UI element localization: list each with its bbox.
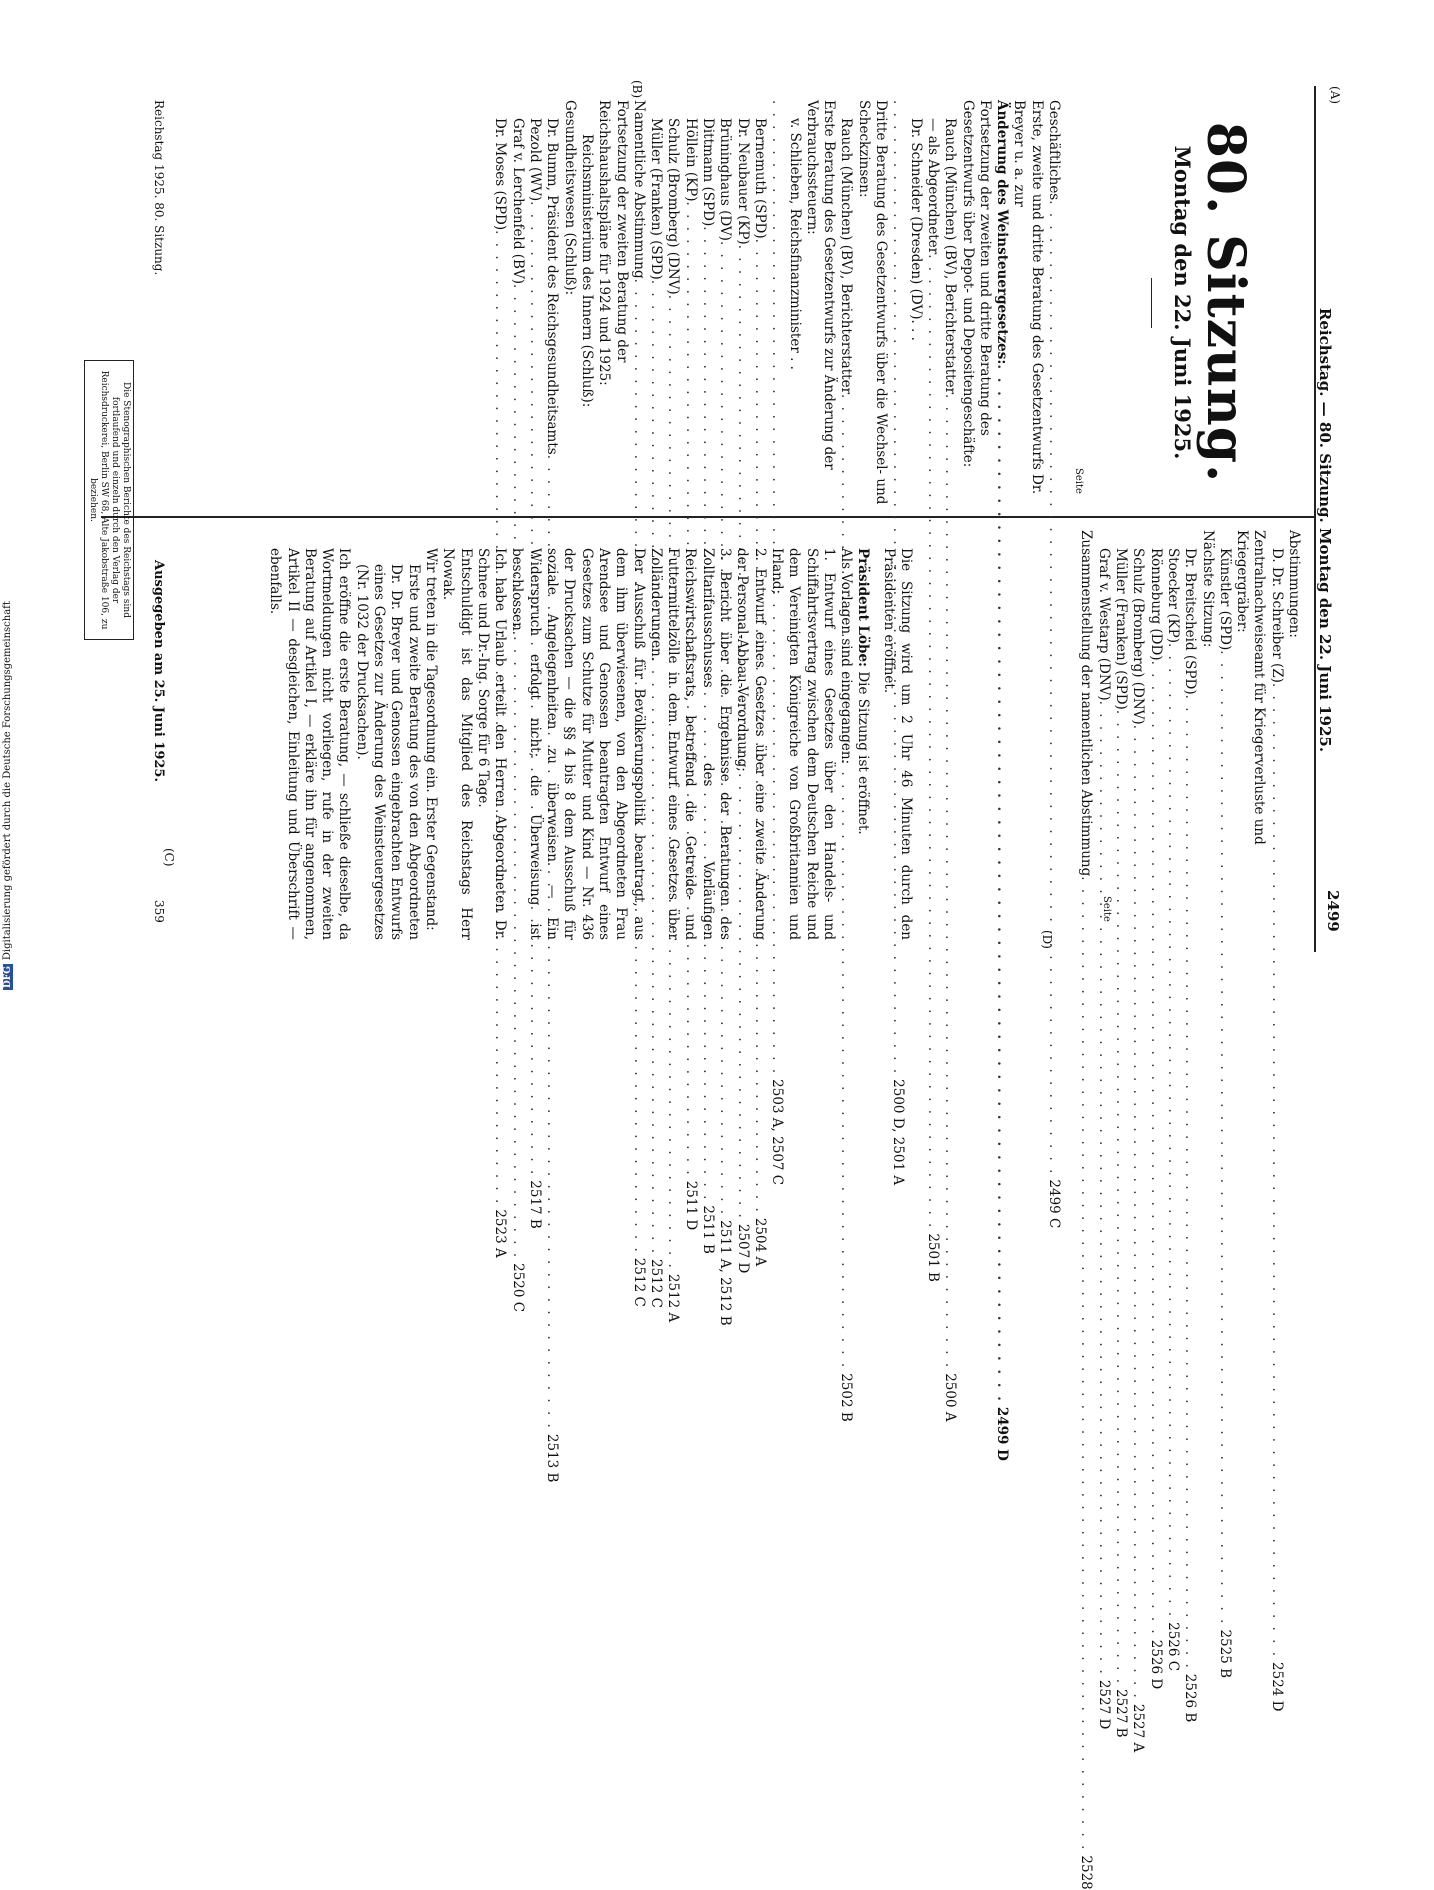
toc-page-ref: 2523 A xyxy=(492,1209,509,1258)
toc-entry xyxy=(716,100,734,1326)
toc-entry-text: Fortsetzung der zweiten und dritte Beratung des Gesetzentwurfs über Depot- und Depositengeschäfte: xyxy=(959,100,993,468)
toc-page-ref: 2511 B xyxy=(700,1205,717,1254)
toc-entry xyxy=(1045,100,1062,1229)
page-number: 2499 xyxy=(1324,890,1342,932)
toc-entry-text: — als Abgeordneter xyxy=(924,118,941,255)
toc-page-ref: 2517 B xyxy=(527,1180,544,1229)
toc-leader-dots xyxy=(1112,710,1129,1685)
margin-marker-c: (C) xyxy=(162,848,176,867)
seite-label-left: Seite xyxy=(1073,468,1084,494)
toc-entry-text: Künstler (SPD) xyxy=(1216,548,1233,651)
toc-entry-text: Rauch (München) (BV), Berichterstatter xyxy=(942,118,959,395)
toc-entry-text: Bernemuth (SPD) xyxy=(751,118,768,239)
toc-entry xyxy=(785,100,802,510)
toc-entry-text: D. Dr. Schreiber (Z) xyxy=(1268,548,1285,683)
toc-page-ref: 2503 A, 2507 C xyxy=(769,1079,786,1186)
toc-entry xyxy=(1129,530,1147,1753)
toc-page-ref: 2501 B xyxy=(924,1233,941,1282)
submission-item: 1. Entwurf eines Gesetzes über den Handels- und Schiffahrtsvertrag zwischen dem Deutschen Reiche und dem Vereinigten Königreiche von Großbritannien und Irland; xyxy=(768,548,837,940)
toc-page-ref: 2520 C xyxy=(509,1263,526,1313)
toc-entry-text: Geschäftliches xyxy=(1046,100,1062,201)
margin-marker-a: (A) xyxy=(1328,86,1342,105)
toc-page-ref: 2525 B xyxy=(1216,1629,1233,1679)
toc-entry xyxy=(509,100,526,1313)
toc-entry-text: Gesundheitswesen (Schluß): xyxy=(561,100,578,296)
toc-entry-text: Graf v. Lerchenfeld (BV) xyxy=(509,118,526,284)
toc-entry-text: Dittmann (SPD) xyxy=(700,118,717,227)
toc-entry-text: Schulz (Bromberg) (DNV) xyxy=(1130,548,1147,725)
toc-leader-dots xyxy=(1267,683,1284,1658)
toc-page-ref: 2513 B xyxy=(544,1433,561,1483)
toc-entry-text: Dritte Beratung des Gesetzentwurfs über die Wechsel- und Scheckzinsen: xyxy=(855,100,890,505)
toc-page-ref: 2507 D xyxy=(734,1223,751,1274)
opening-paragraph: Die Sitzung wird um 2 Uhr 46 Minuten durch den Präsidenten eröffnet. xyxy=(880,548,914,940)
toc-entry xyxy=(1010,100,1045,510)
toc-leader-dots xyxy=(924,254,941,1229)
toc-page-ref: 2527 D xyxy=(1095,1679,1112,1730)
toc-entry xyxy=(595,100,630,510)
toc-entry-text: Dr. Neubauer (KP) xyxy=(734,118,751,245)
running-head: Reichstag. — 80. Sitzung. Montag den 22. Juni 1925. xyxy=(1316,307,1334,753)
toc-entry xyxy=(630,100,647,1307)
toc-page-ref: 2524 D xyxy=(1268,1662,1285,1712)
toc-leader-dots xyxy=(941,394,958,1369)
proceedings-text xyxy=(266,530,914,940)
toc-leader-dots xyxy=(1164,643,1181,1618)
toc-entry-text: Nächste Sitzung: xyxy=(1199,530,1216,648)
toc-entry-text: Zentralnachweiseamt für Kriegerverluste und Kriegergräber: xyxy=(1234,530,1268,845)
toc-entry-text: Fortsetzung der zweiten Beratung der Reichshaushaltspläne für 1924 und 1925: xyxy=(596,100,630,386)
toc-entry-text: Reichsministerium des Innern (Schluß): xyxy=(578,134,595,408)
toc-entry xyxy=(958,100,993,510)
toc-page-ref: 2504 A xyxy=(751,1217,768,1267)
toc-entry-text: Müller (Franken) (SPD) xyxy=(648,118,665,280)
seite-label-right: Seite xyxy=(1101,896,1112,922)
toc-entry-text: Rönneburg (DD) xyxy=(1147,548,1164,661)
distribution-notice: Die Stenographischen Berichte des Reichstags sind fortlaufend und einzeln durch den Verlag der Reichsdruckerei, Berlin SW 68, Alte Jakobstraße 106, zu beziehen. xyxy=(84,360,134,640)
toc-page-ref: 2500 A xyxy=(942,1373,959,1422)
submissions-intro: Als Vorlagen sind eingegangen: xyxy=(838,548,855,765)
toc-page-ref: 2528 xyxy=(1078,1855,1095,1890)
toc-entry xyxy=(664,100,682,1323)
statement-text: Die Sitzung ist eröffnet. xyxy=(855,671,872,835)
toc-leader-dots xyxy=(1181,695,1198,1670)
toc-leader-dots xyxy=(1077,876,1094,1851)
toc-entry xyxy=(854,100,889,510)
margin-marker-b: (B) xyxy=(630,80,644,99)
toc-leader-dots xyxy=(1045,200,1062,1175)
toc-entry-text: Graf v. Westarp (DNV) xyxy=(1095,548,1112,701)
toc-entry xyxy=(578,100,595,510)
toc-entry-text: Erste Beratung des Gesetzentwurfs zur Änderung der Verbrauchssteuern: xyxy=(803,100,838,470)
header-rule xyxy=(1315,86,1317,952)
toc-entry xyxy=(803,100,838,510)
toc-page-ref: 2512 C xyxy=(648,1259,665,1308)
toc-entry xyxy=(1181,530,1199,1723)
toc-entry xyxy=(1146,530,1164,1690)
president-statement xyxy=(854,530,871,940)
submission-item: 3. Bericht über die Ergebnisse der Beratungen des Zolltarifausschusses des Vorläufigen Reichswirtschaftsrats, betreffend die Getreide- und Futtermittelzölle in dem Entwurf eines Gesetzes über Zolländerungen. xyxy=(647,548,734,940)
toc-entry-text: Zusammenstellung der namentlichen Abstimmung xyxy=(1078,530,1095,877)
excused-paragraph: Entschuldigt ist das Mitglied des Reichstags Herr Nowak. xyxy=(440,548,474,940)
footer-left: Reichstag 1925. 80. Sitzung. xyxy=(152,100,166,276)
toc-entry xyxy=(1094,530,1112,1730)
toc-page-ref: 2526 D xyxy=(1147,1639,1164,1690)
toc-entry-text: Dr. Schneider (Dresden) (DV). . . xyxy=(907,118,924,341)
session-title-block xyxy=(1151,100,1256,505)
margin-marker-d: (D) xyxy=(1040,930,1054,949)
toc-entry xyxy=(1112,530,1130,1738)
toc-page-ref: 2500 D, 2501 A xyxy=(890,1079,907,1186)
toc-entry xyxy=(526,100,544,1229)
toc-entry-text: v. Schlieben, Reichsfinanzminister . . xyxy=(786,118,803,370)
first-item-paragraph: Erste und zweite Beratung des von den Abgeordneten Dr. Dr. Breyer und Genossen eingebrachten Entwurfs eines Gesetzes zur Änderung des Weinsteuergesetzes (Nr. 1032 der Drucksachen). xyxy=(353,564,422,940)
toc-entry-text: Schulz (Bromberg) (DNV) xyxy=(665,118,682,295)
toc-leader-dots xyxy=(1129,725,1146,1700)
toc-entry-text: Namentliche Abstimmung xyxy=(630,100,647,279)
toc-entry xyxy=(1198,530,1215,940)
leave-paragraph: Ich habe Urlaub erteilt den Herren Abgeordneten Dr. Schnee und Dr.-Ing. Sorge für 6 Tage. xyxy=(474,548,509,940)
toc-entry-text: Brüninghaus (DV) xyxy=(717,118,734,241)
dfg-logo: DFG xyxy=(3,966,13,988)
toc-entry-text: Dr. Moses (SPD) xyxy=(492,118,509,231)
toc-entry xyxy=(1267,530,1285,1712)
toc-entry xyxy=(1077,530,1095,1890)
toc-entry xyxy=(681,100,699,1231)
toc-page-ref: 2526 B xyxy=(1182,1673,1199,1723)
vote-paragraph: Ich eröffne die erste Beratung, — schließe dieselbe, da Wortmeldungen nicht vorliegen, rufe in der zweiten Beratung auf Artikel I, — erkläre ihn für angenommen, Artikel II — desgleichen, Einleitung und Überschrift — ebenfalls. xyxy=(267,548,353,940)
toc-entry xyxy=(543,100,561,1483)
toc-entry-text: Dr. Breitscheid (SPD) xyxy=(1182,548,1199,695)
footer-center: Ausgegeben am 25. Juni 1925. xyxy=(151,560,166,782)
toc-page-ref: 2527 B xyxy=(1113,1689,1130,1738)
toc-entry-text: Dr. Bumm, Präsident des Reichsgesundheitsamts xyxy=(544,118,561,455)
dfg-credit: Digitalisierung gefördert durch die Deutsche Forschungsgemeinschaft xyxy=(2,601,13,961)
toc-entry-text: Pezold (WV) xyxy=(527,118,544,202)
toc-page-ref: 2499 D xyxy=(994,1406,1011,1461)
toc-page-ref: 2526 C xyxy=(1164,1622,1181,1672)
toc-entry-text: Stoecker (KP) xyxy=(1164,548,1181,643)
toc-entry-text: Abstimmungen: xyxy=(1286,530,1302,638)
toc-entry xyxy=(924,100,941,1282)
toc-entry-text: Erste, zweite und dritte Beratung des Gesetzentwurfs Dr. Breyer u. a. zur xyxy=(1011,100,1045,495)
toc-entry-text: Änderung des Weinsteuergesetzes: xyxy=(994,100,1011,365)
toc-page-ref: 2511 D xyxy=(682,1180,699,1231)
toc-leader-dots xyxy=(993,364,1010,1403)
toc-leader-dots xyxy=(1216,650,1233,1625)
submissions-list xyxy=(647,530,837,940)
toc-entry xyxy=(941,100,959,1422)
title-rule xyxy=(1151,278,1152,328)
toc-entry xyxy=(1233,530,1268,940)
toc-entry-text: Müller (Franken) (SPD) xyxy=(1113,548,1130,710)
toc-page-ref: 2502 B xyxy=(838,1373,855,1422)
toc-leader-dots xyxy=(1094,701,1111,1676)
toc-entry xyxy=(768,100,786,1186)
toc-right-column xyxy=(1077,530,1302,1890)
toc-leader-dots xyxy=(1146,661,1163,1636)
toc-page-ref: 2511 A, 2512 B xyxy=(717,1220,734,1326)
toc-entry xyxy=(1164,530,1181,1672)
toc-entry-text: Rauch (München) (BV), Berichterstatter xyxy=(838,118,855,395)
toc-entry xyxy=(993,100,1011,1461)
toc-entry xyxy=(1285,530,1302,940)
committee-paragraph: Der Ausschuß für Bevölkerungspolitik beantragt, aus dem ihm überwiesenen, von den Abgeordneten Frau Arendsee und Genossen beantragten Entwurf eines Gesetzes zum Schutze für Mutter und Kind — Nr. 436 der Drucksachen — die §§ 4 bis 8 dem Ausschuß für soziale Angelegenheiten zu überweisen. — Ein Widerspruch erfolgt nicht; die Überweisung ist beschlossen. xyxy=(509,548,647,940)
footer-right: 359 xyxy=(152,900,166,923)
session-title: 80. Sitzung. xyxy=(1195,121,1256,484)
toc-entry xyxy=(647,100,665,1308)
toc-page-ref: 2527 A xyxy=(1130,1703,1147,1753)
speaker-name: Präsident Löbe: xyxy=(855,548,872,668)
dfg-sidebar xyxy=(2,601,13,990)
toc-page-ref: 2512 C xyxy=(630,1257,647,1307)
toc-page-ref: 2512 A xyxy=(665,1273,682,1323)
toc-entry xyxy=(560,100,577,510)
toc-entry xyxy=(906,100,923,510)
submission-item: 2. Entwurf eines Gesetzes über eine zweite Änderung der Personal-Abbau-Verordnung; xyxy=(734,548,768,940)
toc-entry xyxy=(1216,530,1233,1679)
toc-entry-text: Höllein (KP) xyxy=(682,118,699,202)
session-date: Montag den 22. Juni 1925. xyxy=(1170,145,1195,460)
toc-entry xyxy=(699,100,717,1254)
agenda-paragraph: Wir treten in die Tagesordnung ein. Erster Gegenstand: xyxy=(422,548,439,931)
toc-page-ref: 2499 C xyxy=(1046,1179,1062,1229)
